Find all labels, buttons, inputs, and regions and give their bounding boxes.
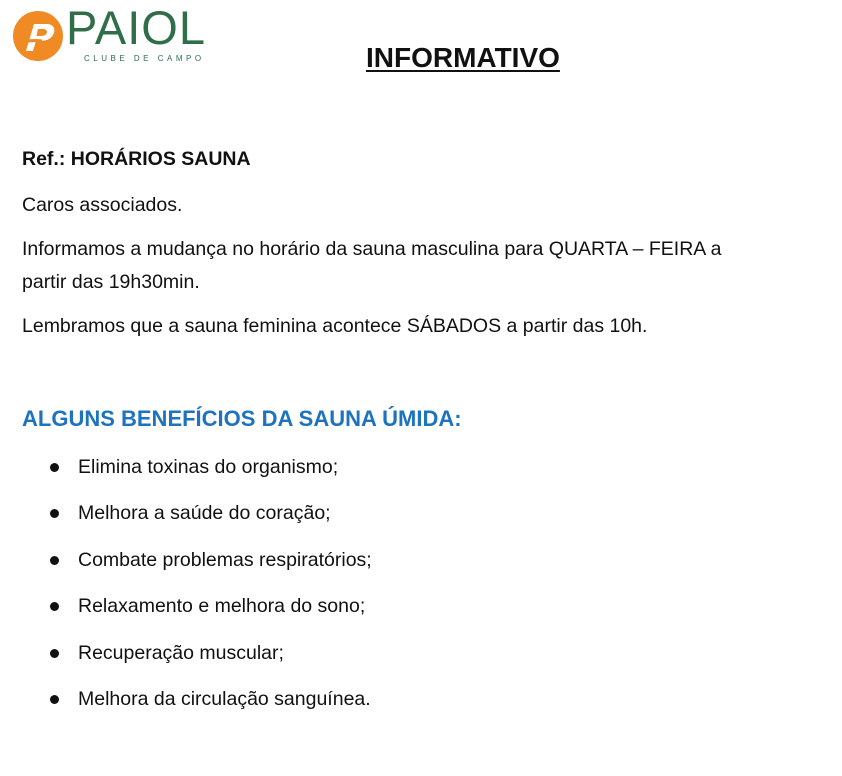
bullet-dot-icon	[50, 602, 59, 611]
page-title: INFORMATIVO	[366, 42, 560, 73]
bullet-dot-icon	[50, 695, 59, 704]
list-item	[46, 497, 372, 543]
benefits-heading: ALGUNS BENEFÍCIOS DA SAUNA ÚMIDA:	[22, 406, 462, 431]
schedule-change-line-2: partir das 19h30min.	[22, 271, 200, 293]
list-item	[46, 544, 372, 590]
bullet-dot-icon	[50, 463, 59, 472]
schedule-change-line-1: Informamos a mudança no horário da sauna masculina para QUARTA – FEIRA a	[22, 238, 722, 260]
paiol-logo-icon	[12, 10, 64, 62]
benefits-list	[46, 451, 372, 729]
list-item	[46, 451, 372, 497]
logo-wordmark: PAIOL	[66, 1, 206, 54]
list-item-text: Relaxamento e melhora do sono;	[78, 595, 366, 618]
bullet-dot-icon	[50, 649, 59, 658]
bullet-dot-icon	[50, 509, 59, 518]
bullet-dot-icon	[50, 556, 59, 565]
list-item-text: Recuperação muscular;	[78, 641, 284, 664]
reference-line: Ref.: HORÁRIOS SAUNA	[22, 148, 251, 170]
list-item-text: Elimina toxinas do organismo;	[78, 456, 339, 478]
list-item-text: Melhora da circulação sanguínea.	[78, 687, 371, 710]
logo-tagline: CLUBE DE CAMPO	[84, 54, 205, 63]
list-item-text: Melhora a saúde do coração;	[78, 502, 331, 525]
paiol-logo	[12, 1, 212, 64]
greeting: Caros associados.	[22, 194, 183, 216]
list-item	[46, 590, 372, 636]
list-item	[46, 683, 372, 729]
list-item	[46, 637, 372, 683]
list-item-text: Combate problemas respiratórios;	[78, 548, 372, 571]
women-sauna-note: Lembramos que a sauna feminina acontece SÁBADOS a partir das 10h.	[22, 315, 648, 337]
